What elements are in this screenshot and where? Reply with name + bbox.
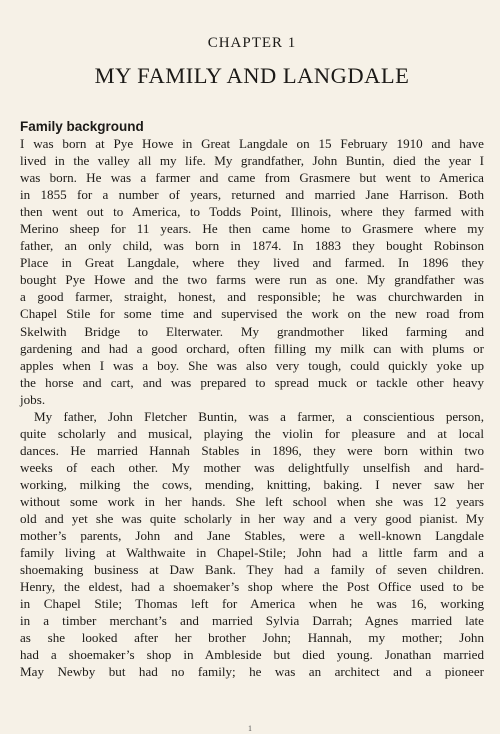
text-line: apples when I was a boy. She was also very tough, could quickly yoke up [20,357,484,373]
text-line: dances. He married Hannah Stables in 1896, they were born within two [20,442,484,458]
text-line: Skelwith Bridge to Elterwater. My grandmother liked farming and [20,323,484,339]
text-line: weeks of each other. My mother was delightfully unselfish and hard- [20,459,484,475]
text-line: Merino sheep for 11 years. He then came home to Grasmere where my [20,221,484,237]
text-line: mother’s parents, John and Jane Stables, were a well-known Langdale [20,528,484,544]
text-line: jobs. [20,391,46,407]
text-line: Henry, the eldest, had a shoemaker’s shop where the Post Office used to be [20,579,484,595]
text-line: I was born at Pye Howe in Great Langdale on 15 February 1910 and have [20,136,484,151]
paragraph-2 [20,408,484,681]
text-line: My father, John Fletcher Buntin, was a farmer, a conscientious person, [34,408,484,424]
text-line: Chapel Stile for some time and supervised the work on the new road from [20,306,484,322]
text-line: May Newby but had no family; he was an architect and a pioneer [20,664,484,680]
text-line: Place in Great Langdale, where they lived and farmed. In 1896 they [20,255,484,271]
page-number: 1 [248,724,252,733]
text-line: lived in the valley all my life. My grandfather, John Buntin, died the year I [20,153,484,169]
text-line: bought Pye Howe and the two farms were run as one. My grandfather was [20,272,484,288]
chapter-label: CHAPTER 1 [207,35,297,51]
text-line: was born. He was a farmer and came from Grasmere but went to America [20,170,484,186]
text-line: had a shoemaker’s shop in Ambleside but died young. Jonathan married [20,647,484,663]
text-line: shoemaking business at Daw Bank. They had a family of seven children. [20,562,484,578]
text-line: old and yet she was quite scholarly in her way and a very good pianist. My [20,511,484,527]
text-line: the horse and cart, and was prepared to spread muck or tackle other heavy [20,374,484,390]
text-line: in 1855 for a number of years, returned and married Jane Harrison. Both [20,187,484,203]
text-line: father, an only child, was born in 1874. In 1883 they bought Robinson [20,238,484,254]
text-line: gardening and had a good orchard, often filling my milk can with plums or [20,340,484,356]
paragraph-1 [20,135,484,408]
text-line: working, milking the cows, mending, knitting, baking. I never saw her [20,476,484,492]
text-line: family living at Walthwaite in Chapel-Stile; John had a little farm and a [20,545,484,561]
text-line: a good farmer, straight, honest, and responsible; he was churchwarden in [20,289,484,305]
section-heading: Family background [20,119,144,134]
text-line: quite scholarly and musical, playing the violin for pleasure and at local [20,425,484,441]
text-line: in a timber merchant’s and married Sylvia Darrah; Agnes married late [20,613,484,629]
text-line: without some work in her hands. She left school when she was 12 years [20,493,484,509]
chapter-title: MY FAMILY AND LANGDALE [94,63,410,88]
text-line: in Chapel Stile; Thomas left for America when he was 16, working [20,596,484,612]
text-line: as she looked after her brother John; Hannah, my mother; John [20,630,484,646]
text-line: then went out to America, to Todds Point, Illinois, where they farmed with [20,204,484,220]
